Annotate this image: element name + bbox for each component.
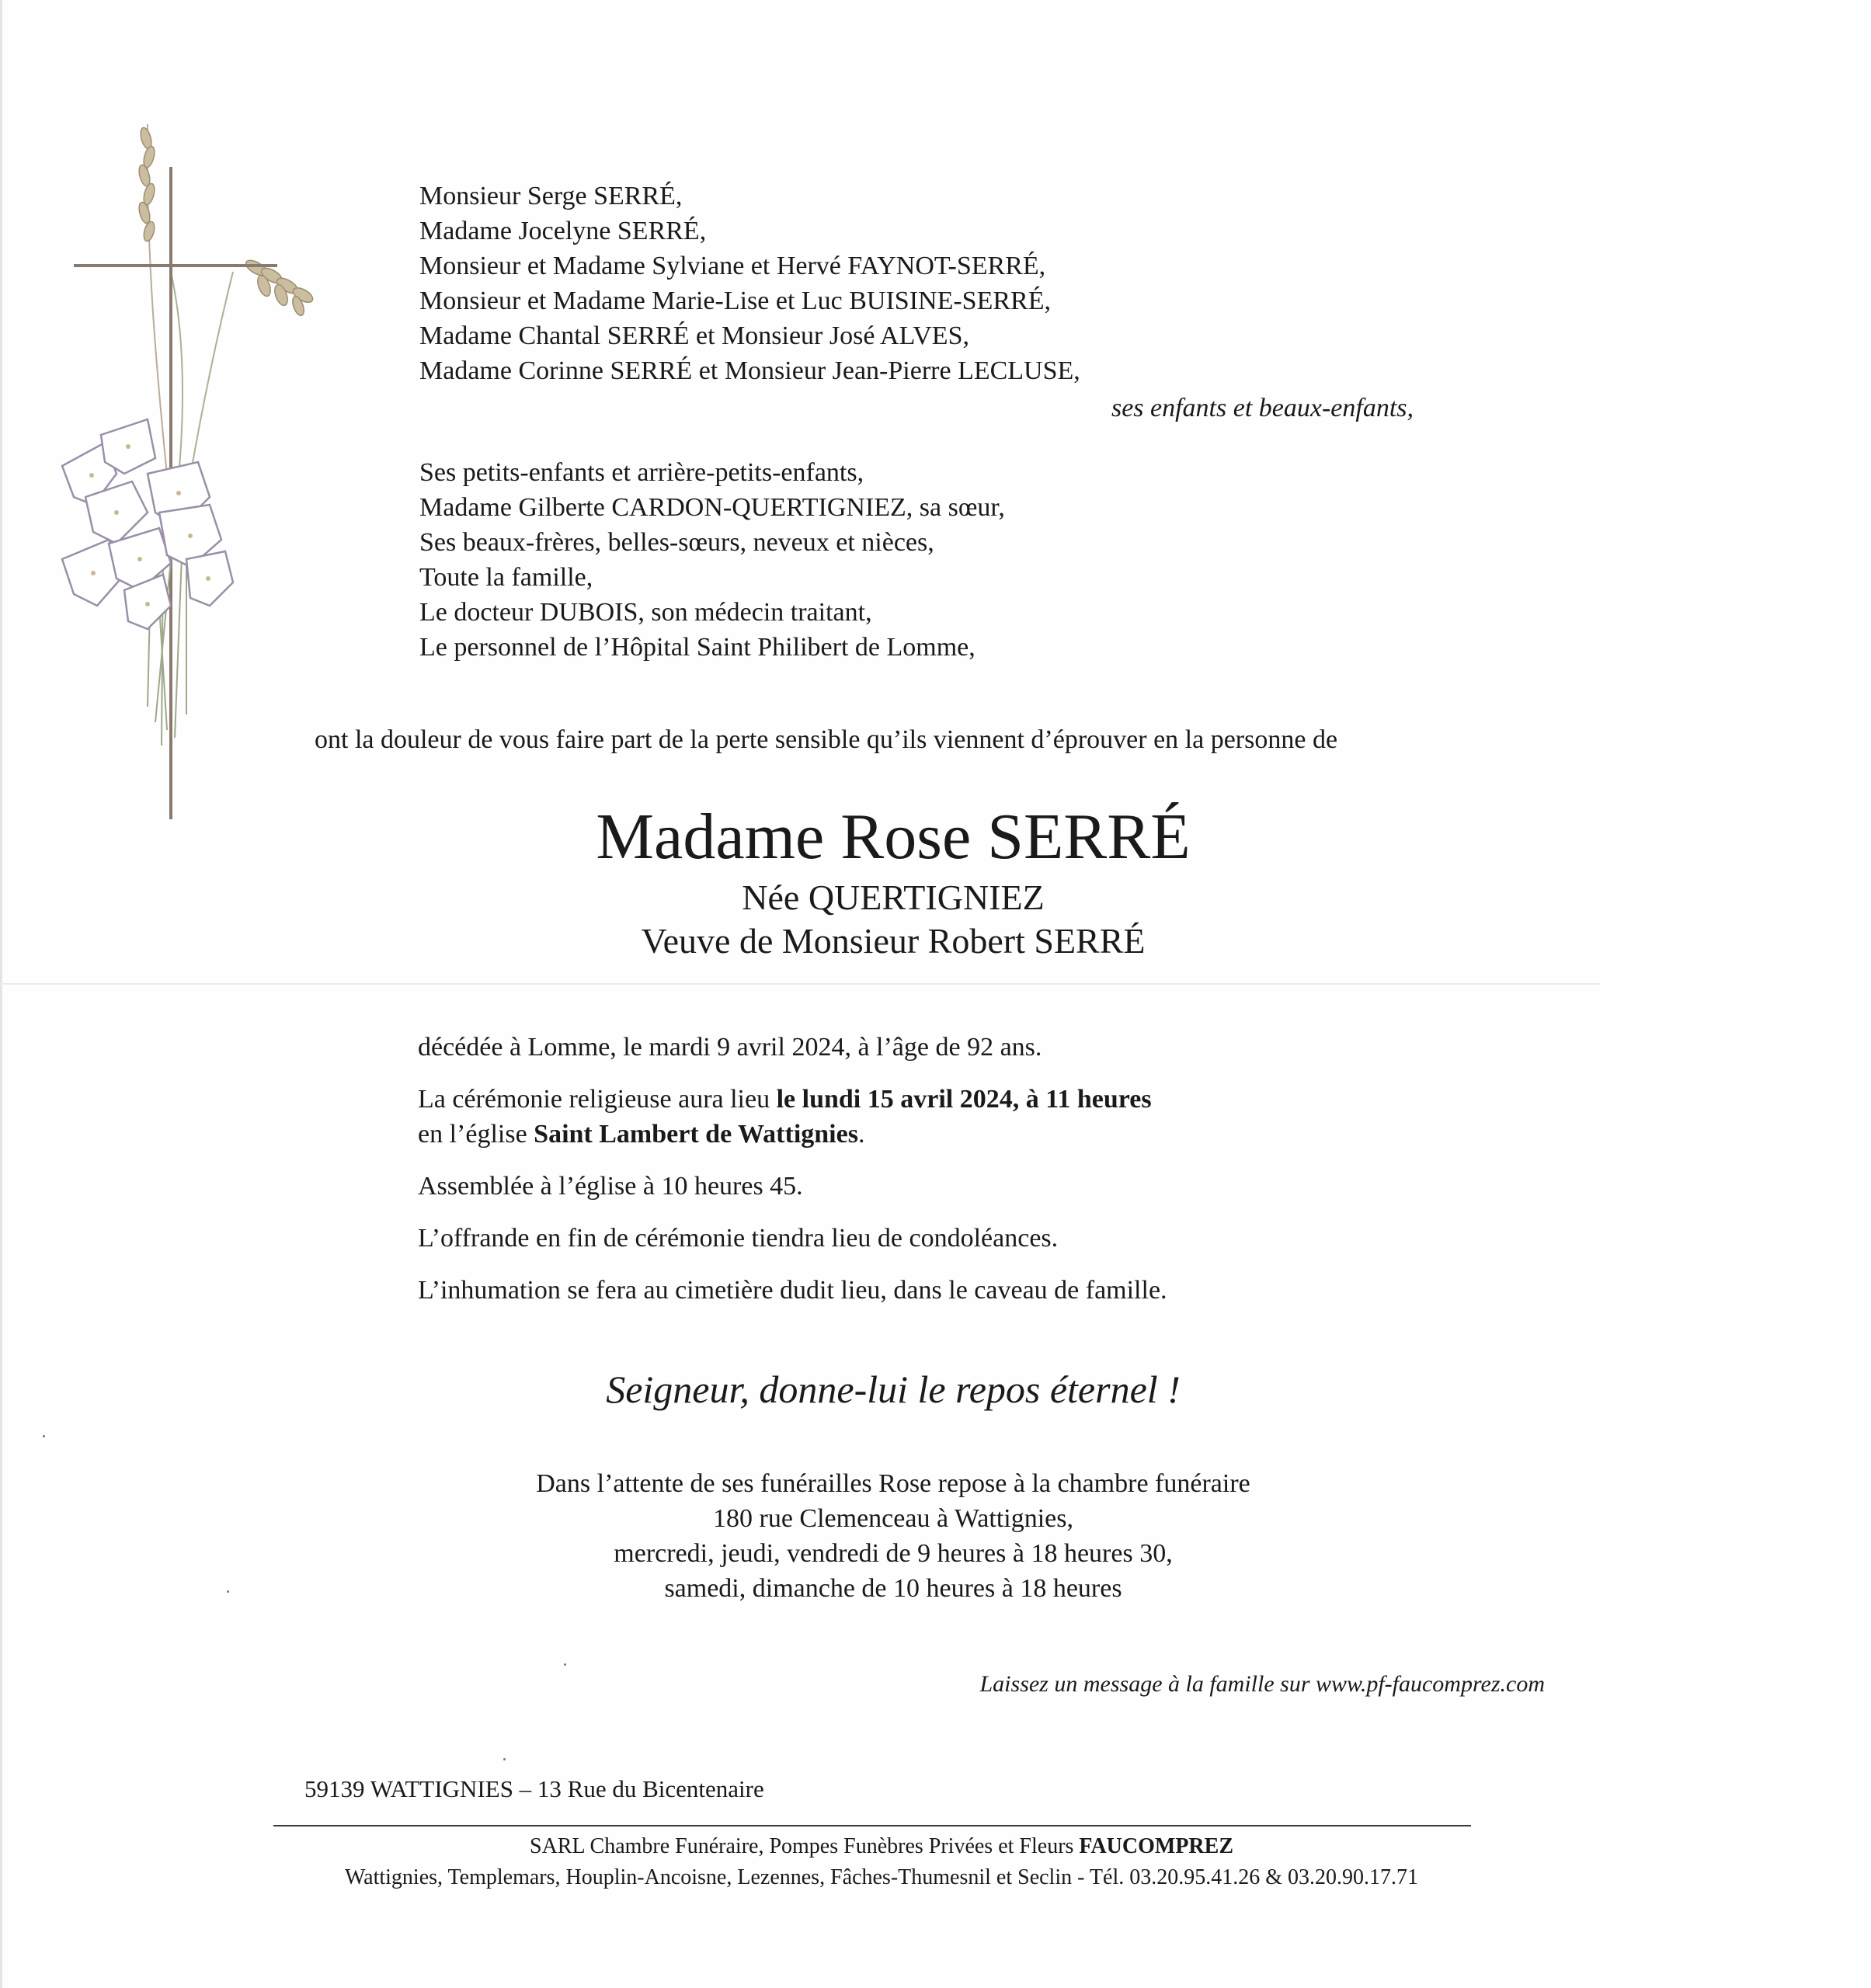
- vigil-line: mercredi, jeudi, vendredi de 9 heures à 18 heures 30,: [614, 1539, 1173, 1568]
- scan-speck: [503, 1758, 506, 1760]
- scan-line: [0, 983, 1600, 985]
- ceremony-details: [418, 1030, 1167, 1308]
- vigil-line: 180 rue Clemenceau à Wattignies,: [713, 1504, 1073, 1533]
- deceased-block: [388, 798, 1398, 963]
- family-children-block: [419, 179, 1414, 426]
- company-address: 59139 WATTIGNIES – 13 Rue du Bicentenaire: [304, 1775, 764, 1802]
- ceremony-prefix: La cérémonie religieuse aura lieu: [418, 1085, 777, 1114]
- company-name: SARL Chambre Funéraire, Pompes Funèbres Privées et Fleurs: [530, 1834, 1080, 1858]
- cross-wheat-lily-decoration: [31, 109, 334, 823]
- family-line: Le docteur DUBOIS, son médecin traitant,: [419, 598, 872, 627]
- family-line: Le personnel de l’Hôpital Saint Philibert de Lomme,: [419, 633, 975, 662]
- vigil-info: [388, 1466, 1398, 1606]
- church-suffix: .: [857, 1120, 865, 1149]
- assembly-info: Assemblée à l’église à 10 heures 45.: [418, 1172, 803, 1201]
- website-message: Laissez un message à la famille sur www.pf-faucomprez.com: [979, 1671, 1545, 1697]
- deceased-maiden-name: Née QUERTIGNIEZ: [742, 878, 1045, 917]
- family-role: ses enfants et beaux-enfants,: [1111, 394, 1414, 422]
- offering-info: L’offrande en fin de cérémonie tiendra lieu de condoléances.: [418, 1224, 1059, 1253]
- scan-speck: [227, 1590, 229, 1593]
- family-relatives-block: [419, 455, 1005, 665]
- church-info: [418, 1117, 1167, 1152]
- death-info: décédée à Lomme, le mardi 9 avril 2024, à l’âge de 92 ans.: [418, 1033, 1042, 1062]
- scan-edge: [0, 0, 2, 1988]
- family-line: Madame Gilberte CARDON-QUERTIGNIEZ, sa sœur,: [419, 493, 1005, 522]
- ceremony-info: [418, 1082, 1167, 1117]
- family-line: Ses petits-enfants et arrière-petits-enfants,: [419, 458, 864, 487]
- company-brand: FAUCOMPREZ: [1079, 1834, 1233, 1858]
- ceremony-date: le lundi 15 avril 2024, à 11 heures: [776, 1085, 1152, 1114]
- company-locations-line: Wattignies, Templemars, Houplin-Ancoisne, Lezennes, Fâches-Thumesnil et Seclin - Tél. 03.20.95.41.26 & 03.20.90.17.71: [344, 1865, 1419, 1889]
- company-name-line: [272, 1831, 1491, 1862]
- vigil-line: Dans l’attente de ses funérailles Rose repose à la chambre funéraire: [536, 1469, 1250, 1498]
- scan-speck: [43, 1435, 45, 1437]
- prayer: Seigneur, donne-lui le repos éternel !: [606, 1368, 1181, 1411]
- church-prefix: en l’église: [418, 1120, 534, 1149]
- family-line: Monsieur Serge SERRÉ,: [419, 182, 683, 210]
- announcement-intro: ont la douleur de vous faire part de la perte sensible qu’ils viennent d’éprouver en la personne de: [315, 725, 1338, 754]
- vigil-line: samedi, dimanche de 10 heures à 18 heures: [664, 1574, 1122, 1603]
- family-line: Madame Chantal SERRÉ et Monsieur José ALVES,: [419, 321, 969, 350]
- burial-info: L’inhumation se fera au cimetière dudit lieu, dans le caveau de famille.: [418, 1276, 1167, 1305]
- lily-bouquet-icon: [62, 419, 233, 629]
- company-info: [272, 1831, 1491, 1893]
- church-name: Saint Lambert de Wattignies: [534, 1120, 858, 1149]
- deceased-widow-of: Veuve de Monsieur Robert SERRÉ: [641, 921, 1146, 961]
- family-line: Toute la famille,: [419, 563, 593, 592]
- family-line: Madame Corinne SERRÉ et Monsieur Jean-Pierre LECLUSE,: [419, 356, 1080, 385]
- deceased-name: Madame Rose SERRÉ: [596, 801, 1191, 873]
- family-line: Monsieur et Madame Marie-Lise et Luc BUISINE-SERRÉ,: [419, 287, 1051, 315]
- family-line: Madame Jocelyne SERRÉ,: [419, 217, 707, 245]
- family-line: Monsieur et Madame Sylviane et Hervé FAYNOT-SERRÉ,: [419, 252, 1046, 280]
- family-line: Ses beaux-frères, belles-sœurs, neveux et nièces,: [419, 528, 934, 557]
- scan-speck: [564, 1663, 566, 1666]
- footer-divider: [273, 1825, 1471, 1826]
